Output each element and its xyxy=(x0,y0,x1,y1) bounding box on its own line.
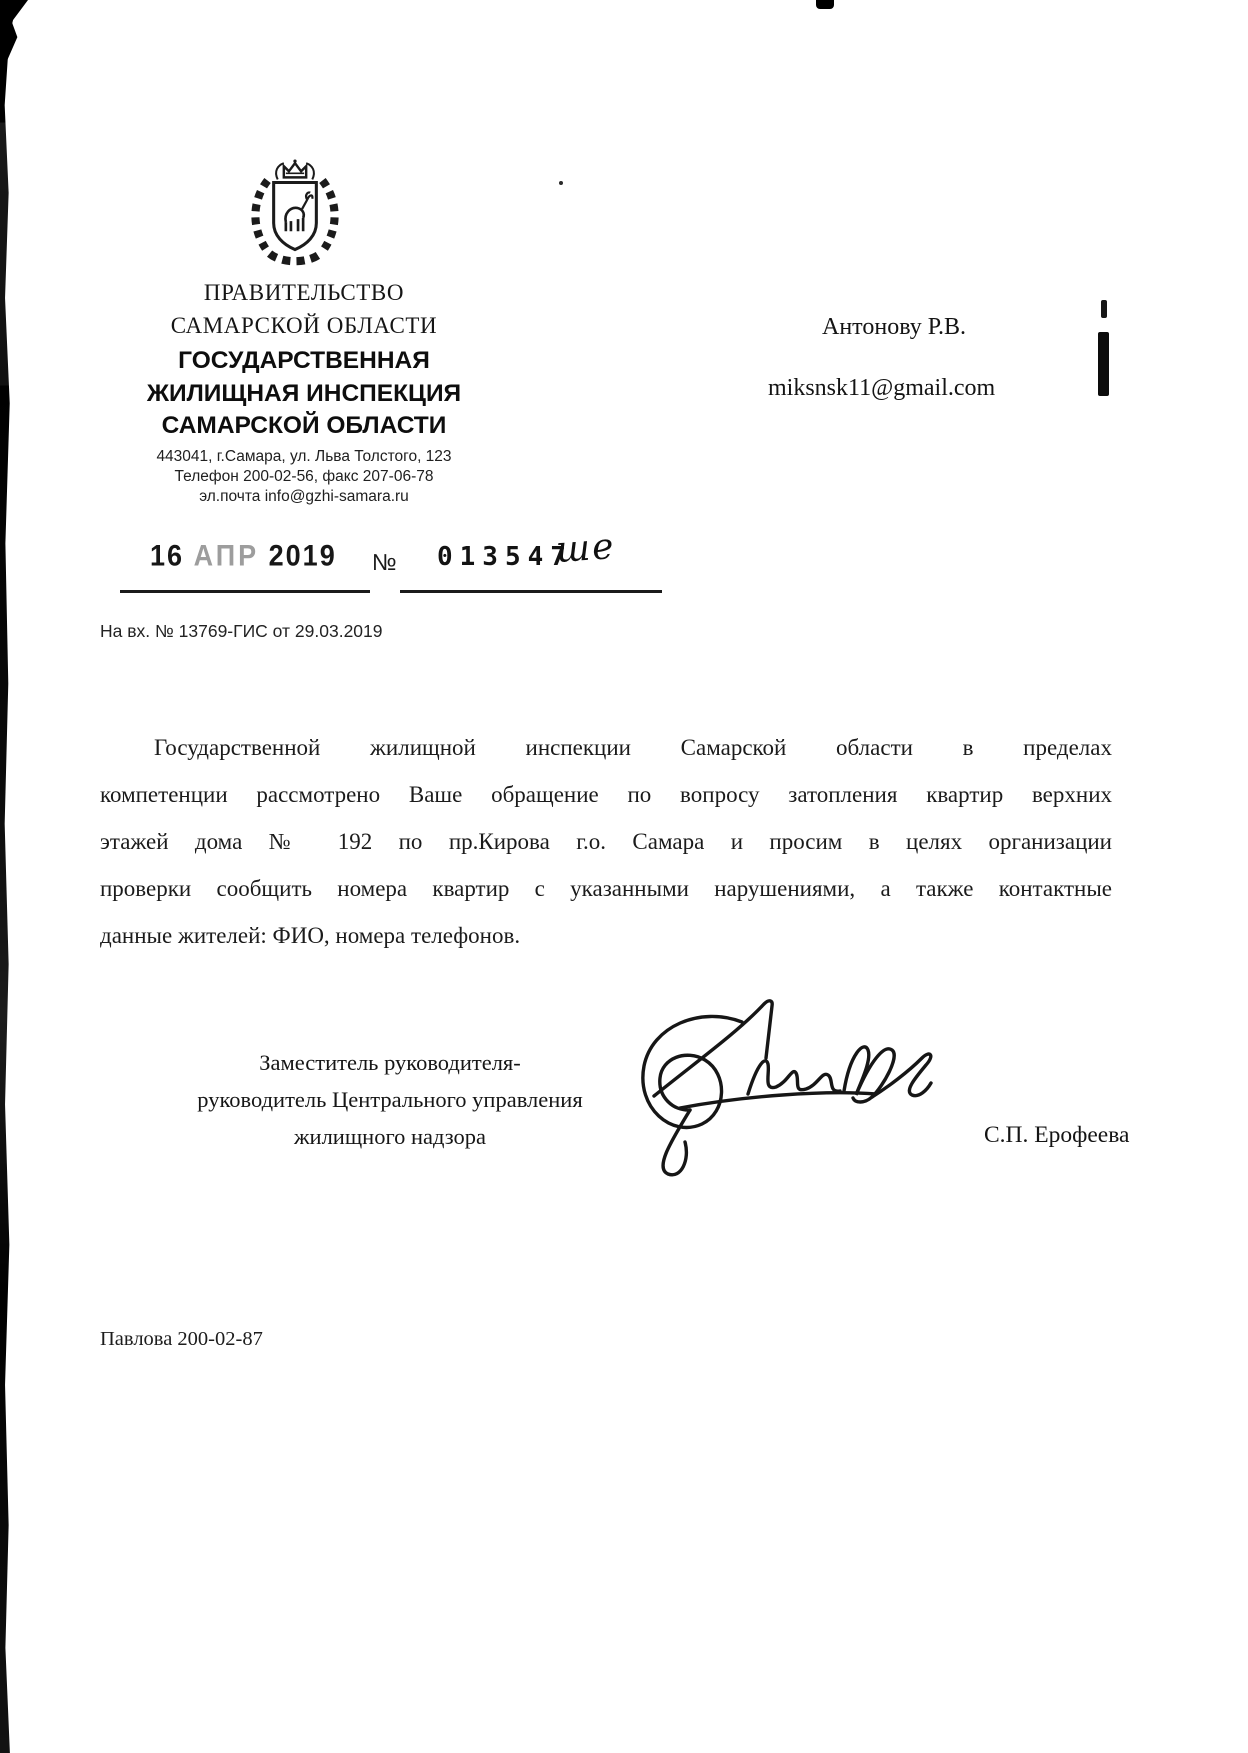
org-bold-line: ЖИЛИЩНАЯ ИНСПЕКЦИЯ xyxy=(146,379,462,407)
scan-corner-artifact xyxy=(0,0,28,64)
body-line: проверки сообщить номера квартир с указанными нарушениями, а также контактные xyxy=(100,876,1112,901)
executor-contact: Павлова 200-02-87 xyxy=(100,1328,263,1350)
org-name-line: САМАРСКОЙ ОБЛАСТИ xyxy=(170,313,438,338)
scan-edge-artifact-left xyxy=(0,0,18,1753)
letter-body xyxy=(100,724,1112,959)
org-name-line: ПРАВИТЕЛЬСТВО xyxy=(203,280,405,305)
org-phone: Телефон 200-02-56, факс 207-06-78 xyxy=(174,467,434,485)
date-stamp-month: АПР xyxy=(193,539,260,573)
org-email: эл.почта info@gzhi-samara.ru xyxy=(199,487,409,505)
date-underline xyxy=(120,560,370,593)
body-line: этажей дома № 192 по пр.Кирова г.о. Самара и просим в целях организации xyxy=(100,829,1112,854)
date-stamp-year: 2019 xyxy=(268,539,337,573)
handwritten-suffix: ше xyxy=(554,525,617,572)
body-line: компетенции рассмотрено Ваше обращение по вопросу затопления квартир верхних xyxy=(100,782,1112,807)
scan-mark-right xyxy=(1098,332,1109,396)
body-line: Государственной жилищной инспекции Самарской области в пределах xyxy=(154,735,1112,760)
handwritten-signature-icon xyxy=(624,998,980,1180)
number-sign-label: № xyxy=(372,549,397,575)
signer-name: С.П. Ерофеева xyxy=(984,1122,1130,1148)
scan-speck xyxy=(559,181,563,185)
samara-region-coat-of-arms-icon xyxy=(233,158,357,272)
org-bold-line: САМАРСКОЙ ОБЛАСТИ xyxy=(161,412,447,439)
signer-title-line: Заместитель руководителя- xyxy=(259,1050,521,1075)
scan-mark-top xyxy=(816,0,834,9)
org-bold-line: ГОСУДАРСТВЕННАЯ xyxy=(178,347,430,374)
signer-title-line: руководитель Центрального управления xyxy=(197,1087,583,1112)
body-line: данные жителей: ФИО, номера телефонов. xyxy=(100,923,521,948)
scan-mark-right-small xyxy=(1101,300,1107,318)
signer-title xyxy=(128,1044,652,1155)
date-stamp-day: 16 xyxy=(150,539,185,573)
outgoing-number: 013547 xyxy=(437,542,573,572)
recipient-name: Антонову Р.В. xyxy=(822,314,967,340)
signer-title-line: жилищного надзора xyxy=(293,1124,486,1149)
letterhead xyxy=(118,276,490,507)
incoming-reference-line: На вх. № 13769-ГИС от 29.03.2019 xyxy=(100,621,383,641)
org-address: 443041, г.Самара, ул. Льва Толстого, 123 xyxy=(156,447,452,465)
recipient-email: miksnsk11@gmail.com xyxy=(768,375,996,401)
